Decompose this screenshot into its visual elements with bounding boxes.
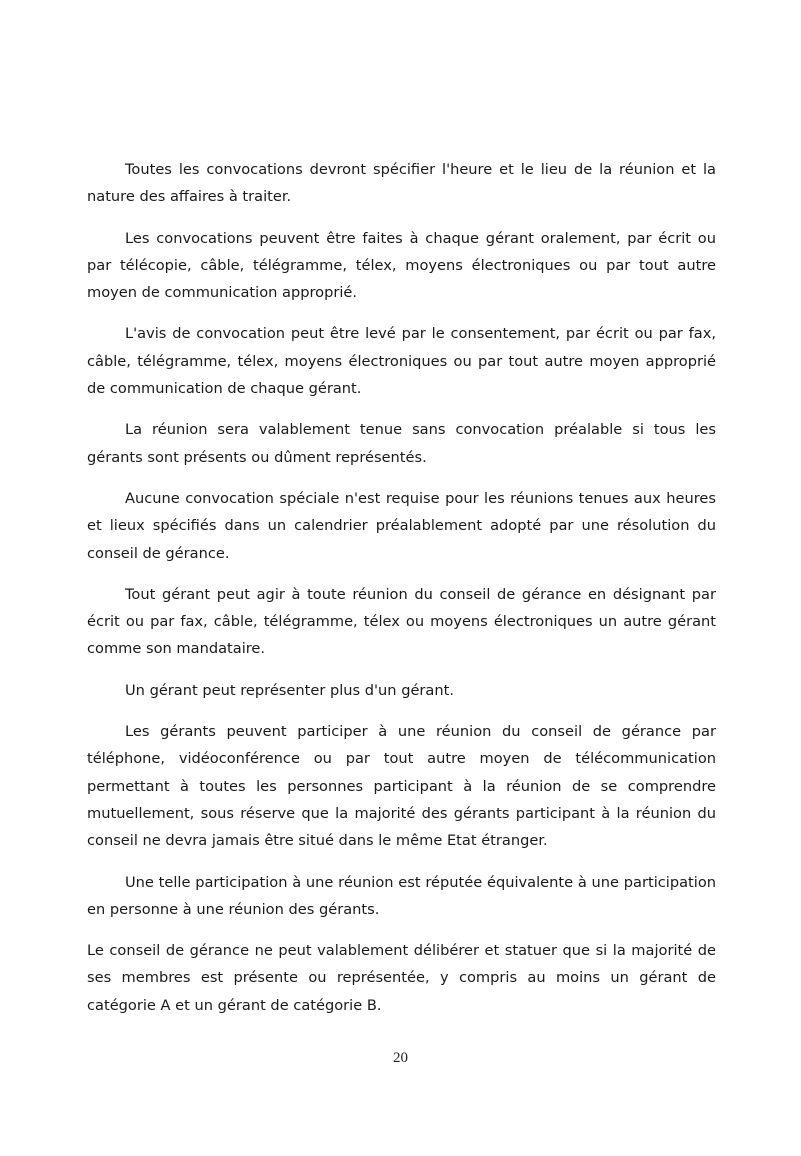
paragraph-convocations-contenu: Toutes les convocations devront spécifier l'heure et le lieu de la réunion et la nature des affaires à traiter. — [87, 161, 716, 206]
paragraph-representation: Un gérant peut représenter plus d'un gérant. — [125, 681, 454, 699]
paragraph-participation-equivalente: Une telle participation à une réunion est réputée équivalente à une participation en personne à une réunion des gérants. — [87, 873, 716, 918]
paragraph-telecommunication: Les gérants peuvent participer à une réunion du conseil de gérance par téléphone, vidéoconférence ou par tout autre moyen de télécommunication permettant à toutes les personnes participant à la réunion de se comprendre mutuellement, sous réserve que la majorité des gérants participant à la réunion du conseil ne devra jamais être situé dans le même Etat étranger. — [87, 723, 716, 850]
paragraph-mandataire: Tout gérant peut agir à toute réunion du conseil de gérance en désignant par écrit ou par fax, câble, télégramme, télex ou moyens électroniques un autre gérant comme son mandataire. — [87, 585, 716, 658]
paragraph-convocations-moyens: Les convocations peuvent être faites à chaque gérant oralement, par écrit ou par télécopie, câble, télégramme, télex, moyens électroniques ou par tout autre moyen de communication approprié. — [87, 229, 716, 302]
document-body — [87, 156, 716, 1033]
paragraph-quorum: Le conseil de gérance ne peut valablement délibérer et statuer que si la majorité de ses membres est présente ou représentée, y compris au moins un gérant de catégorie A et un gérant de catégorie B. — [87, 942, 716, 1014]
page-number: 20 — [393, 1050, 408, 1066]
paragraph-calendrier: Aucune convocation spéciale n'est requise pour les réunions tenues aux heures et lieux spécifiés dans un calendrier préalablement adopté par une résolution du conseil de gérance. — [87, 489, 716, 562]
paragraph-reunion-sans-convocation: La réunion sera valablement tenue sans convocation préalable si tous les gérants sont présents ou dûment représentés. — [87, 421, 716, 466]
paragraph-avis-convocation: L'avis de convocation peut être levé par le consentement, par écrit ou par fax, câble, télégramme, télex, moyens électroniques ou par tout autre moyen approprié de communication de chaque gérant. — [87, 325, 716, 398]
